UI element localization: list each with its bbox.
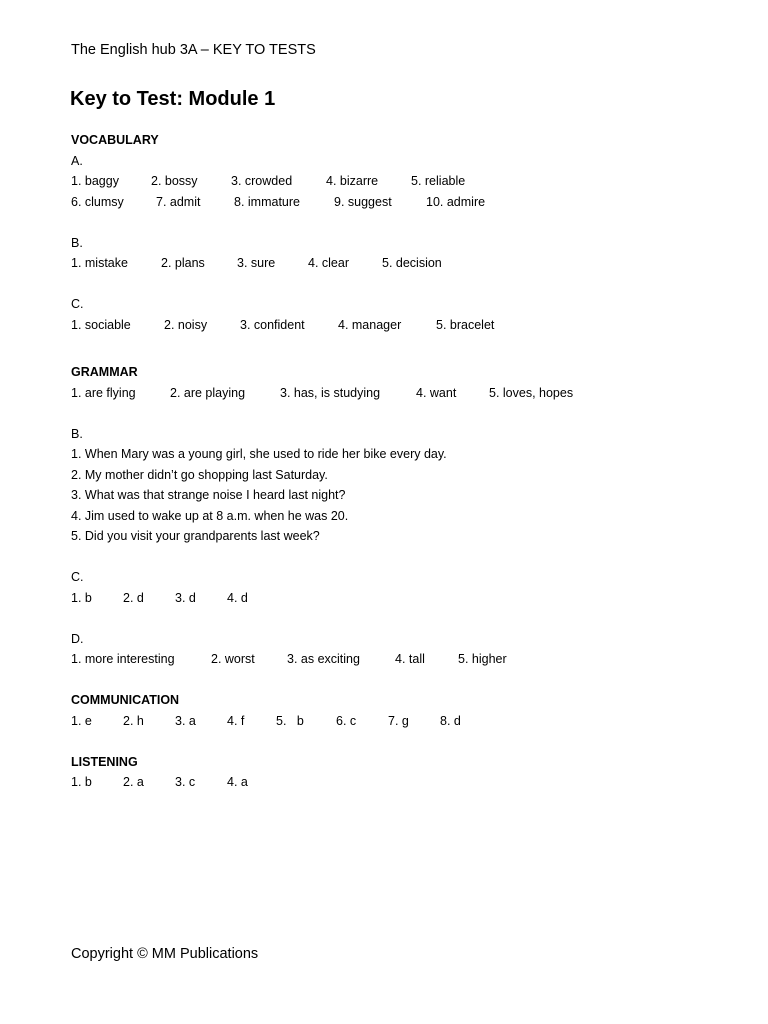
- communication-row: [71, 711, 711, 732]
- answer-item: 1. e: [71, 713, 92, 728]
- answer-item: 3. as exciting: [287, 652, 360, 666]
- exercise-label-c: C.: [71, 297, 84, 311]
- copyright-footer: Copyright © MM Publications: [71, 946, 259, 962]
- answer-item: 2. h: [123, 713, 144, 728]
- answer-item: 1. baggy: [71, 174, 119, 188]
- answer-item: 1. b: [71, 590, 92, 605]
- section-heading-vocabulary: VOCABULARY: [71, 133, 159, 147]
- answer-item: 10. admire: [426, 194, 486, 209]
- exercise-label-d: D.: [71, 631, 84, 646]
- answer-item: 2. worst: [211, 652, 255, 666]
- answer-item: 4. bizarre: [326, 174, 379, 188]
- answer-item: 7. admit: [156, 194, 201, 209]
- answer-item: 1. sociable: [71, 317, 131, 332]
- answer-item: 5. higher: [458, 652, 507, 666]
- answer-item: 3. a: [175, 713, 196, 728]
- answer-item: 1. more interesting: [71, 652, 175, 666]
- sentence: 3. What was that strange noise I heard last night?: [71, 488, 346, 502]
- sentence: 1. When Mary was a young girl, she used to ride her bike every day.: [71, 447, 447, 461]
- answer-item: 5. bracelet: [436, 317, 495, 332]
- answer-item: 3. d: [175, 590, 196, 605]
- section-heading-grammar: GRAMMAR: [71, 365, 138, 379]
- answer-item: 5. reliable: [411, 174, 466, 188]
- answer-item: 2. a: [123, 775, 144, 789]
- answer-item: 9. suggest: [334, 194, 392, 209]
- answer-item: 3. c: [175, 775, 196, 789]
- answer-item: 1. b: [71, 775, 92, 789]
- vocabulary-a-row-1: [71, 171, 711, 192]
- exercise-label-b: B.: [71, 426, 83, 441]
- answer-item: 5. decision: [382, 256, 442, 270]
- answer-item: 4. tall: [395, 652, 425, 666]
- answer-item: 3. confident: [240, 317, 305, 332]
- answer-item: 2. are playing: [170, 385, 246, 400]
- answer-item: 4. d: [227, 590, 248, 605]
- answer-item: 1. mistake: [71, 256, 128, 270]
- answer-item: 5. loves, hopes: [489, 385, 574, 400]
- answer-item: 3. sure: [237, 256, 276, 270]
- answer-item: 4. f: [227, 713, 245, 728]
- answer-key: [71, 130, 711, 793]
- answer-item: 2. plans: [161, 256, 205, 270]
- sentence: 2. My mother didn’t go shopping last Saturday.: [71, 467, 328, 482]
- sentence: 4. Jim used to wake up at 8 a.m. when he was 20.: [71, 508, 349, 523]
- answer-item: 6. c: [336, 713, 357, 728]
- answer-item: 4. clear: [308, 256, 349, 270]
- exercise-label-b: B.: [71, 235, 83, 250]
- answer-item: 8. immature: [234, 194, 300, 209]
- listening-row: [71, 772, 711, 793]
- vocabulary-c-row: [71, 315, 711, 336]
- exercise-label-a: A.: [71, 153, 83, 168]
- grammar-c-row: [71, 588, 711, 609]
- section-heading-communication: COMMUNICATION: [71, 693, 180, 707]
- answer-item: 3. crowded: [231, 174, 293, 188]
- vocabulary-b-row: [71, 253, 711, 274]
- answer-item: 7. g: [388, 713, 409, 728]
- answer-item: 4. manager: [338, 317, 402, 332]
- answer-item: 2. noisy: [164, 317, 208, 332]
- section-heading-listening: LISTENING: [71, 754, 138, 769]
- page-title: Key to Test: Module 1: [70, 88, 276, 110]
- answer-item: 4. want: [416, 385, 457, 400]
- vocabulary-a-row-2: [71, 192, 711, 213]
- grammar-a-row: [71, 383, 711, 404]
- answer-item: 2. d: [123, 590, 144, 605]
- exercise-label-c: C.: [71, 570, 84, 584]
- answer-item: 4. a: [227, 775, 248, 789]
- grammar-d-row: [71, 649, 711, 670]
- answer-item: 3. has, is studying: [280, 385, 381, 400]
- answer-item: 6. clumsy: [71, 194, 124, 209]
- sentence: 5. Did you visit your grandparents last week?: [71, 529, 320, 543]
- answer-item: 8. d: [440, 713, 461, 728]
- document-header: The English hub 3A – KEY TO TESTS: [71, 42, 316, 58]
- answer-item: 1. are flying: [71, 385, 136, 400]
- answer-item: 5. b: [276, 713, 304, 728]
- answer-item: 2. bossy: [151, 174, 198, 188]
